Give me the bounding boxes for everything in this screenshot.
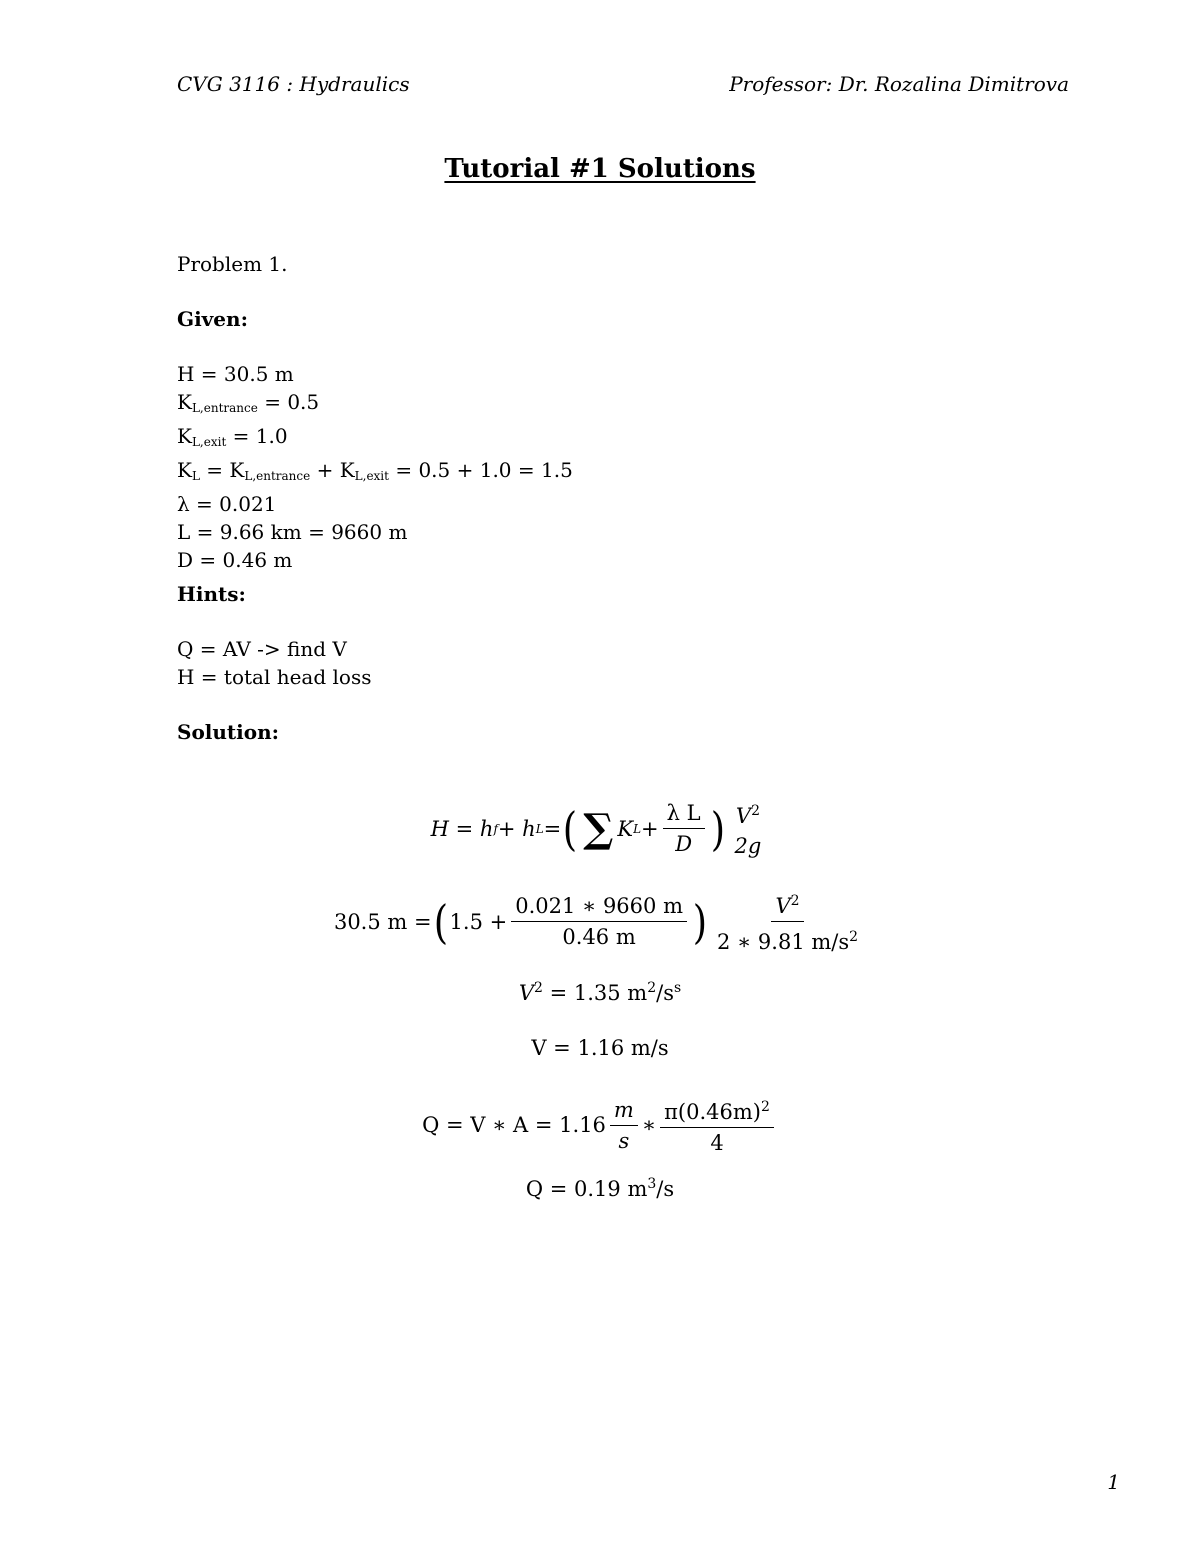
given-kl-entrance: $K_{L,entrance} = 0.5$ — [177, 390, 320, 415]
equation-velocity: V = 1.16 m/s — [531, 1036, 669, 1060]
hints-list — [177, 635, 371, 691]
page-number: 1 — [1107, 1470, 1120, 1494]
given-h: H = 30.5 m — [177, 362, 294, 386]
given-l: L = 9.66 km = 9660 m — [177, 520, 408, 544]
problem-label: Problem 1. — [177, 252, 288, 276]
equation-v-squared: $V^2 = 1.35$ $m^2/s^s$ — [518, 980, 682, 1005]
hint-item: Q = AV -> find V — [177, 637, 347, 661]
given-heading: Given: — [177, 307, 248, 331]
hints-heading: Hints: — [177, 582, 246, 606]
page-title: Tutorial #1 Solutions — [444, 154, 756, 184]
given-kl-exit: $K_{L,exit} = 1.0$ — [177, 424, 288, 449]
solution-heading: Solution: — [177, 720, 280, 744]
equation-head-loss: H = h f + h L = ( ∑ K L + $\frac{\text{λ L}}{D}$ ) $V^2$ 2g — [430, 801, 762, 858]
header-course: CVG 3116 : Hydraulics — [177, 72, 410, 96]
given-d: D = 0.46 m — [177, 548, 293, 572]
header-professor: Professor: Dr. Rozalina Dimitrova — [729, 72, 1069, 96]
given-kl-sum: $K_L = K_{L,entrance} + K_{L,exit} = 0.5 + 1.0 = 1.5$ — [177, 458, 573, 483]
hint-item: H = total head loss — [177, 665, 372, 689]
equation-result: Q = 0.19 $m^3/s$ — [525, 1176, 675, 1201]
equation-flow-rate: Q = V ∗ A = 1.16 $\frac{m}{s}$ ∗ $\frac{\pi(0.46m)^2}{4}$ — [0, 1094, 1200, 1156]
equation-substitution: 30.5 m = ( 1.5 + $\frac{0.021 ∗ 9660 m}{0.46 m}$ ) $\frac{V^2}{2 ∗ 9.81 m/s^2}$ — [0, 888, 1200, 955]
given-list — [177, 360, 573, 574]
given-lambda: λ = 0.021 — [177, 492, 277, 516]
